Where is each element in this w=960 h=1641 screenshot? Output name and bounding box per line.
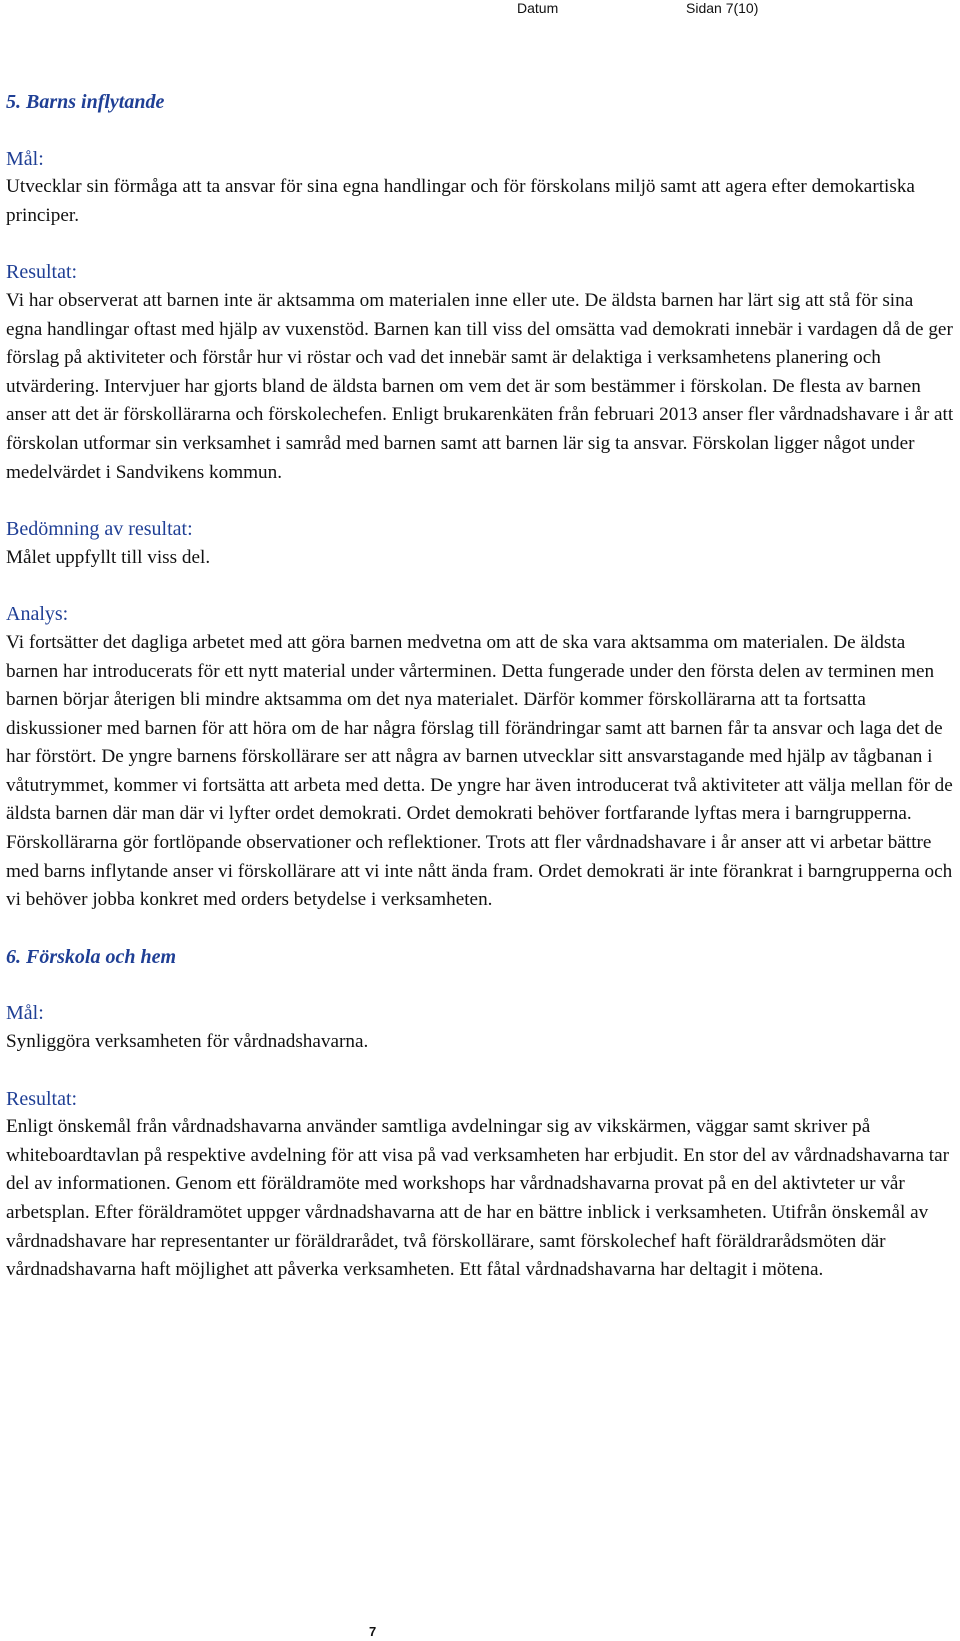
section-6-mal-text: Synliggöra verksamheten för vårdnadshavarna. (6, 1031, 369, 1053)
section-5-resultat-label: Resultat: (6, 261, 78, 284)
section-6-mal-label: Mål: (6, 1002, 44, 1025)
section-5-analys-label: Analys: (6, 603, 69, 626)
section-6-title: 6. Förskola och hem (6, 945, 177, 968)
section-5-bedomning-text: Målet uppfyllt till viss del. (6, 546, 211, 568)
section-5-resultat-text: Vi har observerat att barnen inte är aktsamma om materialen inne eller ute. De äldsta barnen har lärt sig att stå för sina egna handlingar oftast med hjälp av vuxenstöd. Barnen kan till viss del omsätta vad demokrati innebär i vardagen då de ger förslag på aktiviteter och förstår hur vi röstar och vad det innebär samt är delaktiga i verksamhetens planering och utvärdering. Intervjuer har gjorts bland de äldsta barnen om vem det är som bestämmer i förskolan. De flesta av barnen anser att det är förskollärarna och förskolechefen. Enligt brukarenkäten från februari 2013 anser fler vårdnadshavare i år att förskolan utformar sin verksamhet i samråd med barnen samt att barnen lär sig ta ansvar. Förskolan ligger något under medelvärdet i Sandvikens kommun. (6, 289, 954, 483)
section-5-mal-label: Mål: (6, 147, 44, 170)
footer-page-number: 7 (369, 1624, 377, 1639)
section-5-title: 5. Barns inflytande (6, 91, 165, 113)
section-6-resultat-text: Enligt önskemål från vårdnadshavarna använder samtliga avdelningar sig av vikskärmen, väggar samt skriver på whiteboardtavlan på respektive avdelning för att visa på vad verksamheten har erbjudit. En stor del av vårdnadshavarna tar del av informationen. Genom ett föräldramöte med workshops har vårdnadshavarna provat på en del aktivteter ur vår arbetsplan. Efter föräldramötet uppger vårdnadshavarna att de har en bättre inblick i verksamheten. Utifrån önskemål av vårdnadshavare har representanter ur föräldrarådet, två förskollärare, samt förskolechef haft föräldrarådsmöten där vårdnadshavarna haft möjlighet att påverka verksamheten. Ett fåtal vårdnadshavarna har deltagit i mötena. (6, 1116, 950, 1281)
section-6-resultat-label: Resultat: (6, 1087, 78, 1110)
section-5-analys-text: Vi fortsätter det dagliga arbetet med att göra barnen medvetna om att de ska vara aktsamma om materialen. De äldsta barnen har introducerats för ett nytt material under vårterminen. Detta fungerade under den första delen av terminen men barnen börjar återigen bli mindre aktsamma om det nya materialet. Därför kommer förskollärarna att ta fortsatta diskussioner med barnen för att höra om de har några förslag till förändringar samt att barnen får ta ansvar och laga det de har förstört. De yngre barnens förskollärare ser att några av barnen utvecklar sitt ansvarstagande med hjälp av tågbanan i våtutrymmet, kommer vi fortsätta att arbeta med detta. De yngre har även introducerat två aktiviteter att välja mellan för de äldsta barnen där man där vi lyfter ordet demokrati. Ordet demokrati behöver fortfarande lyftas mera i barngrupperna. Förskollärarna gör fortlöpande observationer och reflektioner. Trots att fler vårdnadshavare i år anser att vi arbetar bättre med barns inflytande anser vi förskollärare att vi inte nått ända fram. Ordet demokrati är inte förankrat i barngrupperna och vi behöver jobba konkret med orders betydelse i verksamheten. (6, 631, 953, 911)
document-body (6, 88, 954, 1285)
section-5-bedomning-label: Bedömning av resultat: (6, 518, 193, 541)
section-5-mal-text: Utvecklar sin förmåga att ta ansvar för sina egna handlingar och för förskolans miljö samt att agera efter demokartiska principer. (6, 176, 915, 226)
header-page-indicator: Sidan 7(10) (686, 0, 759, 16)
page-header (0, 0, 960, 30)
header-date-label: Datum (517, 0, 559, 16)
